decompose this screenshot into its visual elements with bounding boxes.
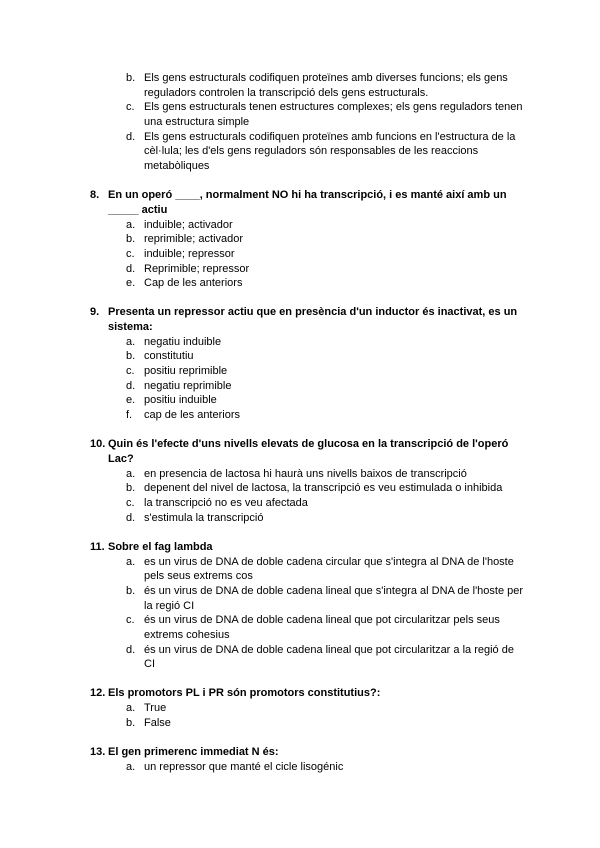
option-letter: b.: [126, 233, 136, 246]
option-text: Reprimible; repressor: [144, 262, 250, 275]
option-text: Cap de les anteriors: [144, 277, 243, 290]
option-text: induible; activador: [144, 218, 233, 231]
option-text: en presencia de lactosa hi haurà uns nivells baixos de transcripció: [144, 467, 467, 480]
question-8: [0, 188, 600, 291]
option-letter: a.: [126, 218, 136, 231]
question-number: 12.: [90, 687, 106, 700]
answer-option: [0, 408, 600, 423]
option-letter: b.: [126, 584, 136, 597]
answer-option: [0, 511, 600, 526]
option-letter: c.: [126, 365, 135, 378]
answer-option: [0, 335, 600, 350]
answer-option: [0, 379, 600, 394]
answer-option: [0, 247, 600, 262]
option-text: la transcripció no es veu afectada: [144, 496, 308, 509]
option-text: Els gens estructurals codifiquen proteïnes amb diverses funcions; els gens reguladors controlen la transcripció dels gens estructurals.: [144, 72, 508, 99]
option-text: constitutiu: [144, 350, 194, 363]
option-letter: e.: [126, 394, 136, 407]
option-letter: b.: [126, 72, 136, 84]
question-number: 13.: [90, 746, 106, 759]
answer-option: [0, 218, 600, 233]
document-page: [0, 71, 600, 789]
option-letter: c.: [126, 101, 135, 114]
option-letter: a.: [126, 467, 136, 480]
option-text: reprimible; activador: [144, 233, 244, 246]
option-text: Els gens estructurals tenen estructures complexes; els gens reguladors tenen una estructura simple: [144, 101, 523, 128]
option-text: s'estimula la transcripció: [144, 511, 264, 524]
option-letter: b.: [126, 716, 136, 729]
option-letter: a.: [126, 760, 136, 773]
answer-option: [0, 71, 600, 100]
answer-option: [0, 276, 600, 291]
option-letter: e.: [126, 277, 136, 290]
option-text: induible; repressor: [144, 247, 235, 260]
option-text: és un virus de DNA de doble cadena lineal que s'integra al DNA de l'hoste per la regió CI: [144, 584, 524, 612]
question-text: Els promotors PL i PR són promotors constitutius?:: [108, 687, 381, 700]
option-text: cap de les anteriors: [144, 409, 240, 422]
question-9: [0, 305, 600, 422]
answer-option: [0, 716, 600, 731]
question-10: [0, 437, 600, 525]
question-heading: [0, 686, 600, 701]
option-text: negatiu reprimible: [144, 379, 232, 392]
question-heading: [0, 745, 600, 760]
option-text: és un virus de DNA de doble cadena lineal que pot circularitzar pels seus extrems cohesius: [144, 614, 500, 641]
answer-option: [0, 643, 600, 672]
answer-option: [0, 481, 600, 496]
option-text: és un virus de DNA de doble cadena lineal que pot circularitzar a la regió de CI: [144, 643, 514, 671]
option-letter: a.: [126, 555, 136, 568]
option-text: positiu induible: [144, 394, 217, 407]
answer-option: [0, 760, 600, 775]
question-text: El gen primerenc immediat N és:: [108, 746, 279, 759]
option-letter: d.: [126, 130, 136, 143]
question-text: Quin és l'efecte d'uns nivells elevats de glucosa en la transcripció de l'operó Lac?: [108, 438, 509, 466]
option-text: Els gens estructurals codifiquen proteïnes amb funcions en l'estructura de la cèl·lula; les d'els gens reguladors són responsables de les reaccions metabòliques: [144, 130, 516, 172]
question-text: En un operó ____, normalment NO hi ha transcripció, i es manté així amb un _____ actiu: [108, 189, 507, 216]
answer-option: [0, 262, 600, 277]
answer-option: [0, 100, 600, 129]
option-text: depenent del nivel de lactosa, la transcripció es veu estimulada o inhibida: [144, 482, 503, 495]
option-letter: d.: [126, 643, 136, 656]
option-letter: a.: [126, 335, 136, 348]
answer-option: [0, 496, 600, 511]
answer-option: [0, 130, 600, 174]
question-text: Presenta un repressor actiu que en presència d'un inductor és inactivat, es un sistema:: [108, 306, 518, 334]
answer-option: [0, 613, 600, 642]
question-continued: [0, 71, 600, 174]
question-11: [0, 540, 600, 672]
answer-option: [0, 232, 600, 247]
option-letter: c.: [126, 614, 135, 627]
question-13: [0, 745, 600, 774]
option-text: True: [144, 702, 167, 715]
answer-option: [0, 555, 600, 584]
question-heading: [0, 540, 600, 555]
answer-option: [0, 364, 600, 379]
question-number: 9.: [90, 306, 100, 319]
option-letter: b.: [126, 350, 136, 363]
option-text: negatiu induible: [144, 335, 222, 348]
answer-option: [0, 349, 600, 364]
option-text: False: [144, 716, 171, 729]
answer-option: [0, 584, 600, 613]
option-letter: f.: [126, 409, 133, 422]
option-letter: b.: [126, 482, 136, 495]
question-heading: [0, 188, 600, 217]
option-letter: d.: [126, 511, 136, 524]
question-number: 10.: [90, 438, 106, 451]
answer-option: [0, 467, 600, 482]
question-text: Sobre el fag lambda: [108, 540, 213, 553]
question-heading: [0, 305, 600, 334]
answer-option: [0, 701, 600, 716]
question-number: 11.: [90, 540, 105, 553]
option-letter: a.: [126, 702, 136, 715]
option-text: positiu reprimible: [144, 365, 228, 378]
question-12: [0, 686, 600, 730]
option-letter: d.: [126, 262, 136, 275]
question-number: 8.: [90, 189, 100, 202]
option-text: es un virus de DNA de doble cadena circular que s'integra al DNA de l'hoste pels seus extrems cos: [144, 555, 514, 583]
option-letter: c.: [126, 247, 135, 260]
option-text: un repressor que manté el cicle lisogénic: [144, 760, 344, 773]
answer-option: [0, 393, 600, 408]
option-letter: d.: [126, 379, 136, 392]
question-heading: [0, 437, 600, 466]
option-letter: c.: [126, 496, 135, 509]
